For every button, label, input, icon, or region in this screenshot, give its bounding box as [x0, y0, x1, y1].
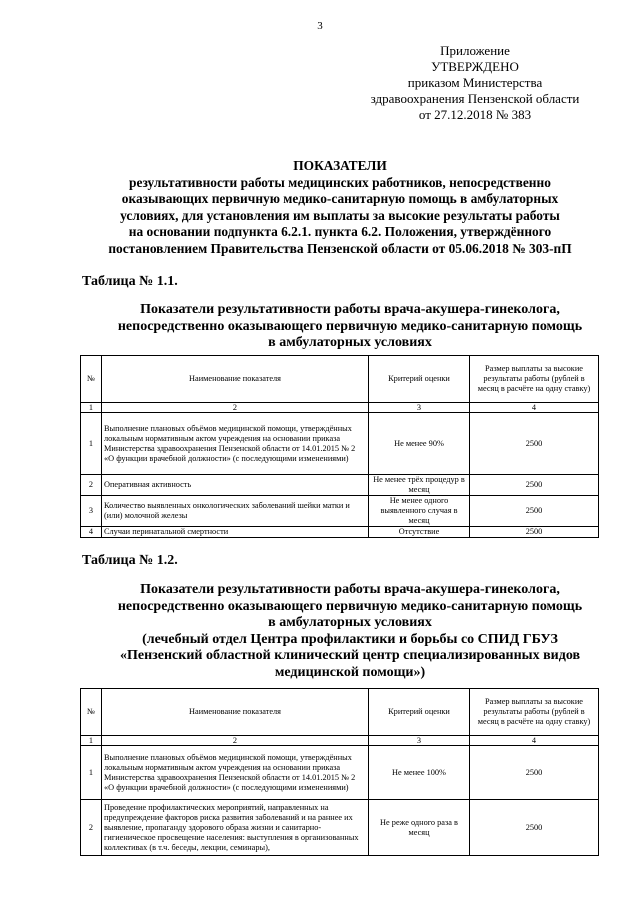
row-name: Проведение профилактических мероприятий, направленных на предупреждение факторов риска развития заболеваний и на раннее их выявление, пропаганду здорового образа жизни и санитарно-гигиеническое просвещение населения: выступления в организованных коллективах (в т.ч. беседы, лекции, семинары),	[102, 800, 369, 856]
title-heading: ПОКАЗАТЕЛИ	[293, 158, 387, 173]
row-name: Выполнение плановых объёмов медицинской помощи, утверждённых локальным нормативным актом учреждения на основании приказа Министерства здравоохранения Пензенской области от 14.01.2015 № 2 «О функции врачебной должности» (с последующими изменениями)	[102, 413, 369, 475]
table-2	[80, 688, 599, 856]
title-line: постановлением Правительства Пензенской области от 05.06.2018 № 303-пП	[108, 240, 572, 256]
column-header-criterion: Критерий оценки	[369, 689, 470, 736]
column-number: 4	[470, 736, 599, 746]
table-row	[81, 413, 599, 475]
row-name: Оперативная активность	[102, 475, 369, 496]
title-line: оказывающих первичную медико-санитарную помощь в амбулаторных	[121, 191, 559, 206]
document-title	[40, 158, 640, 257]
table-1-title	[40, 302, 640, 352]
table-row	[81, 746, 599, 800]
table-title-line: медицинской помощи»)	[274, 664, 426, 680]
column-header-payment: Размер выплаты за высокие результаты работы (рублей в месяц в расчёте на одну ставку)	[470, 689, 599, 736]
row-criterion: Не менее трёх процедур в месяц	[369, 475, 470, 496]
row-name: Выполнение плановых объёмов медицинской помощи, утверждённых локальным нормативным актом учреждения на основании приказа Министерства здравоохранения Пензенской области от 14.01.2015 № 2 «О функции врачебной должности» (с последующими изменениями)	[102, 746, 369, 800]
table-2-label: Таблица № 1.2.	[82, 553, 178, 568]
row-num: 1	[81, 746, 102, 800]
row-payment: 2500	[470, 496, 599, 527]
approval-line: приказом Министерства	[407, 75, 543, 90]
row-payment: 2500	[470, 475, 599, 496]
page-number: 3	[317, 20, 323, 32]
row-num: 2	[81, 475, 102, 496]
column-number: 1	[81, 403, 102, 413]
table-title-line: «Пензенский областной клинический центр специализированных видов	[119, 648, 581, 663]
table-header-row	[81, 689, 599, 736]
row-num: 3	[81, 496, 102, 527]
table-row	[81, 527, 599, 538]
row-name: Случаи перинатальной смертности	[102, 527, 369, 538]
row-payment: 2500	[470, 413, 599, 475]
table-title-line: непосредственно оказывающего первичную медико-санитарную помощь	[117, 318, 583, 334]
table-row	[81, 800, 599, 856]
table-title-line: в амбулаторных условиях	[268, 335, 432, 350]
row-payment: 2500	[470, 746, 599, 800]
row-criterion: Не менее 100%	[369, 746, 470, 800]
row-criterion: Не менее одного выявленного случая в месяц	[369, 496, 470, 527]
column-number: 2	[102, 403, 369, 413]
table-row	[81, 475, 599, 496]
row-criterion: Не реже одного раза в месяц	[369, 800, 470, 856]
column-number: 4	[470, 403, 599, 413]
title-line: на основании подпункта 6.2.1. пункта 6.2. Положения, утверждённого	[128, 224, 552, 239]
table-title-line: в амбулаторных условиях	[268, 615, 432, 630]
table-row	[81, 496, 599, 527]
column-header-num: №	[81, 356, 102, 403]
row-criterion: Отсутствие	[369, 527, 470, 538]
approval-line: здравоохранения Пензенской области	[370, 91, 580, 106]
column-number: 1	[81, 736, 102, 746]
column-number-row	[81, 403, 599, 413]
row-num: 1	[81, 413, 102, 475]
table-1-label: Таблица № 1.1.	[82, 274, 178, 289]
column-header-num: №	[81, 689, 102, 736]
table-title-line: Показатели результативности работы врача-акушера-гинеколога,	[140, 582, 560, 597]
table-title-line: (лечебный отдел Центра профилактики и борьбы со СПИД ГБУЗ	[142, 631, 558, 647]
column-header-criterion: Критерий оценки	[369, 356, 470, 403]
table-2-title	[40, 582, 640, 681]
title-line: условиях, для установления им выплаты за высокие результаты работы	[120, 207, 560, 223]
table-title-line: непосредственно оказывающего первичную медико-санитарную помощь	[117, 598, 583, 614]
column-number: 2	[102, 736, 369, 746]
column-number: 3	[369, 403, 470, 413]
column-number-row	[81, 736, 599, 746]
table-title-line: Показатели результативности работы врача-акушера-гинеколога,	[140, 302, 560, 317]
row-num: 2	[81, 800, 102, 856]
approval-line: УТВЕРЖДЕНО	[431, 59, 519, 74]
row-name: Количество выявленных онкологических заболеваний шейки матки и (или) молочной железы	[102, 496, 369, 527]
row-payment: 2500	[470, 527, 599, 538]
title-line: результативности работы медицинских работников, непосредственно	[129, 174, 551, 190]
row-criterion: Не менее 90%	[369, 413, 470, 475]
approval-line: Приложение	[440, 43, 510, 58]
row-num: 4	[81, 527, 102, 538]
table-header-row	[81, 356, 599, 403]
row-payment: 2500	[470, 800, 599, 856]
table-1	[80, 355, 599, 538]
column-number: 3	[369, 736, 470, 746]
approval-line: от 27.12.2018 № 383	[418, 107, 532, 122]
approval-block	[330, 43, 620, 123]
column-header-name: Наименование показателя	[102, 689, 369, 736]
column-header-payment: Размер выплаты за высокие результаты работы (рублей в месяц в расчёте на одну ставку)	[470, 356, 599, 403]
column-header-name: Наименование показателя	[102, 356, 369, 403]
